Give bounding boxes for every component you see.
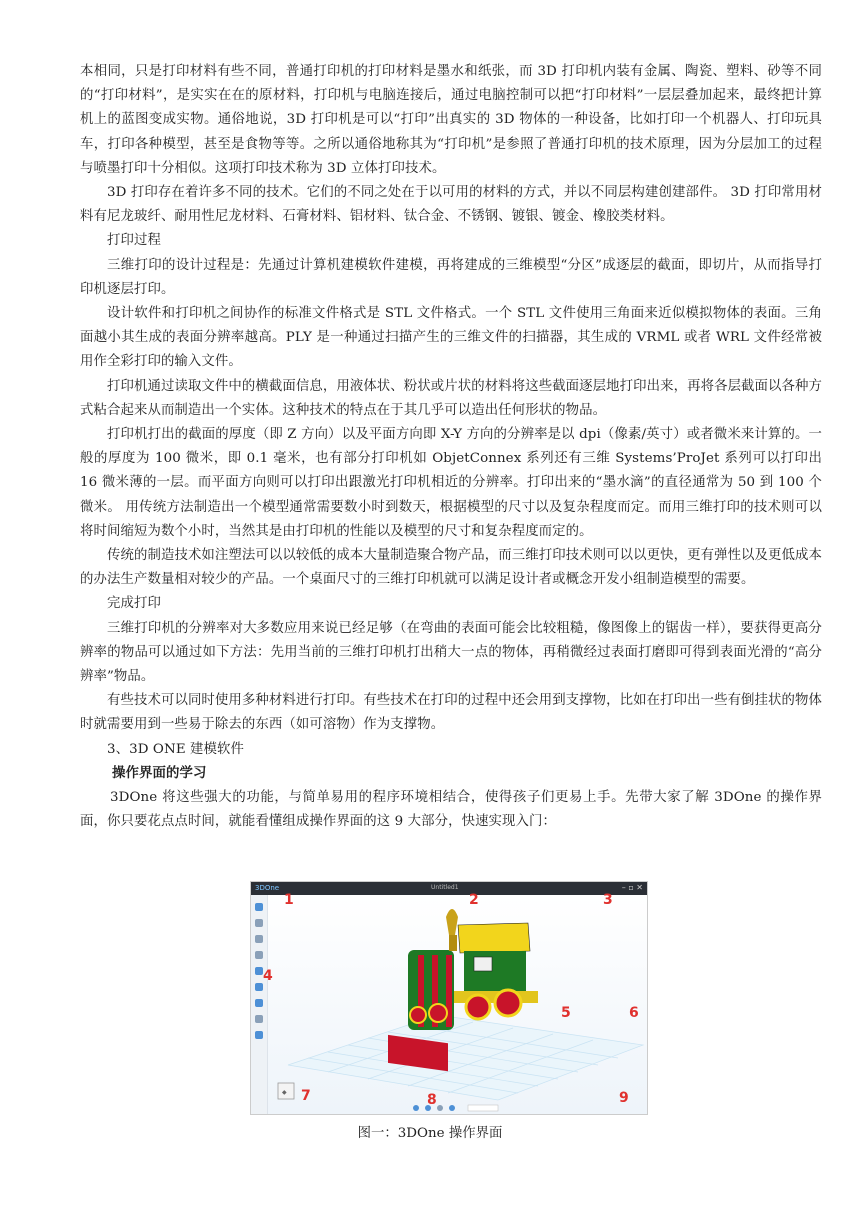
- subheading-finish-print: 完成打印: [107, 596, 161, 612]
- tool-icon: [255, 999, 263, 1007]
- train-model-scene: [268, 895, 647, 1114]
- software-screenshot: [250, 881, 648, 1115]
- window-title: Untitled1: [431, 884, 459, 891]
- marker-3: 3: [603, 892, 613, 908]
- bottom-toolbar: [413, 1105, 498, 1111]
- tool-icon: [255, 903, 263, 911]
- tool-icon: [255, 919, 263, 927]
- tool-icon: [255, 951, 263, 959]
- tool-icon: [255, 1031, 263, 1039]
- marker-9: 9: [619, 1090, 629, 1106]
- tool-icon: [255, 935, 263, 943]
- grid-plane: [288, 1015, 643, 1100]
- paragraph-design-process: 三维打印的设计过程是：先通过计算机建模软件建模，再将建成的三维模型“分区”成逐层的截面，即切片，从而指导打印机逐层打印。: [80, 257, 822, 297]
- paragraph-stl-format: 设计软件和打印机之间协作的标准文件格式是 STL 文件格式。一个 STL 文件使用三角面来近似模拟物体的表面。三角面越小其生成的表面分辨率越高。PLY 是一种通过扫描产生的三维文件的扫描器，其生成的 VRML 或者 WRL 文件经常被用作全彩打印的输入文件。: [80, 306, 822, 370]
- svg-text:◆: ◆: [282, 1089, 287, 1096]
- marker-7: 7: [301, 1088, 311, 1104]
- marker-2: 2: [469, 892, 479, 908]
- tool-icon: [255, 983, 263, 991]
- marker-5: 5: [561, 1005, 571, 1021]
- subheading-ui-learning: 操作界面的学习: [112, 765, 207, 781]
- section-heading-3done: 3、3D ONE 建模软件: [107, 741, 245, 757]
- view-cube-icon[interactable]: [278, 1083, 294, 1099]
- paragraph-multi-material: 有些技术可以同时使用多种材料进行打印。有些技术在打印的过程中还会用到支撑物，比如在打印出一些有倒挂状的物体时就需要用到一些易于除去的东西（如可溶物）作为支撑物。: [80, 693, 822, 733]
- paragraph-finish: 三维打印机的分辨率对大多数应用来说已经足够（在弯曲的表面可能会比较粗糙，像图像上的锯齿一样），要获得更高分辨率的物品可以通过如下方法：先用当前的三维打印机打出稍大一点的物体，再稍微经过表面打磨即可得到表面光滑的“高分辨率”物品。: [80, 620, 822, 685]
- subheading-print-process: 打印过程: [107, 233, 161, 249]
- paragraph-resolution: 打印机打出的截面的厚度（即 Z 方向）以及平面方向即 X-Y 方向的分辨率是以 dpi（像素/英寸）或者微米来计算的。一般的厚度为 100 微米，即 0.1 毫米，也有部分打印机如 ObjetConnex 系列还有三维 Systems’ProJet 系列可以打印出 16 微米薄的一层。而平面方向则可以打印出跟激光打印机相近的分辨率。打印出来的“墨水滴”的直径通常为 50 到 100 个微米。 用传统方法制造出一个模型通常需要数小时到数天，根据模型的尺寸以及复杂程度而定。而用三维打印的技术则可以将时间缩短为数个小时，当然其是由打印机的性能以及模型的尺寸和复杂程度而定的。: [80, 427, 822, 539]
- app-logo: 3DOne: [255, 884, 280, 892]
- document-body: [80, 60, 822, 834]
- tool-icon: [255, 967, 263, 975]
- paragraph-intro: 本相同，只是打印材料有些不同，普通打印机的打印材料是墨水和纸张，而 3D 打印机内装有金属、陶瓷、塑料、砂等不同的“打印材料”，是实实在在的原材料，打印机与电脑连接后，通过电脑控制可以把“打印材料”一层层叠加起来，最终把计算机上的蓝图变成实物。通俗地说，3D 打印机是可以“打印”出真实的 3D 物体的一种设备，比如打印一个机器人、打印玩具车，打印各种模型，甚至是食物等等。之所以通俗地称其为“打印机”是参照了普通打印机的技术原理，因为分层加工的过程与喷墨打印十分相似。这项打印技术称为 3D 立体打印技术。: [80, 64, 822, 176]
- marker-4: 4: [263, 968, 273, 984]
- marker-6: 6: [629, 1005, 639, 1021]
- window-controls-icon: – ▫ ✕: [621, 883, 643, 892]
- paragraph-technologies: 3D 打印存在着许多不同的技术。它们的不同之处在于以可用的材料的方式，并以不同层构建创建部件。 3D 打印常用材料有尼龙玻纤、耐用性尼龙材料、石膏材料、铝材料、钛合金、不锈钢、镀银、镀金、橡胶类材料。: [80, 185, 822, 225]
- figure-caption: 图一：3DOne 操作界面: [357, 1126, 503, 1141]
- marker-1: 1: [284, 892, 294, 908]
- paragraph-layer-printing: 打印机通过读取文件中的横截面信息，用液体状、粉状或片状的材料将这些截面逐层地打印出来，再将各层截面以各种方式粘合起来从而制造出一个实体。这种技术的特点在于其几乎可以造出任何形状的物品。: [80, 378, 822, 418]
- paragraph-3done-intro: 3DOne 将这些强大的功能，与简单易用的程序环境相结合，使得孩子们更易上手。先带大家了解 3DOne 的操作界面，你只要花点点时间，就能看懂组成操作界面的这 9 大部分，快速实现入门：: [80, 789, 822, 830]
- paragraph-traditional: 传统的制造技术如注塑法可以以较低的成本大量制造聚合物产品，而三维打印技术则可以以更快，更有弹性以及更低成本的办法生产数量相对较少的产品。一个桌面尺寸的三维打印机就可以满足设计者或概念开发小组制造模型的需要。: [80, 548, 822, 588]
- left-toolbar: [251, 895, 268, 1114]
- tool-icon: [255, 1015, 263, 1023]
- 3d-viewport: [268, 895, 647, 1114]
- app-titlebar: [251, 882, 647, 895]
- marker-8: 8: [427, 1092, 437, 1108]
